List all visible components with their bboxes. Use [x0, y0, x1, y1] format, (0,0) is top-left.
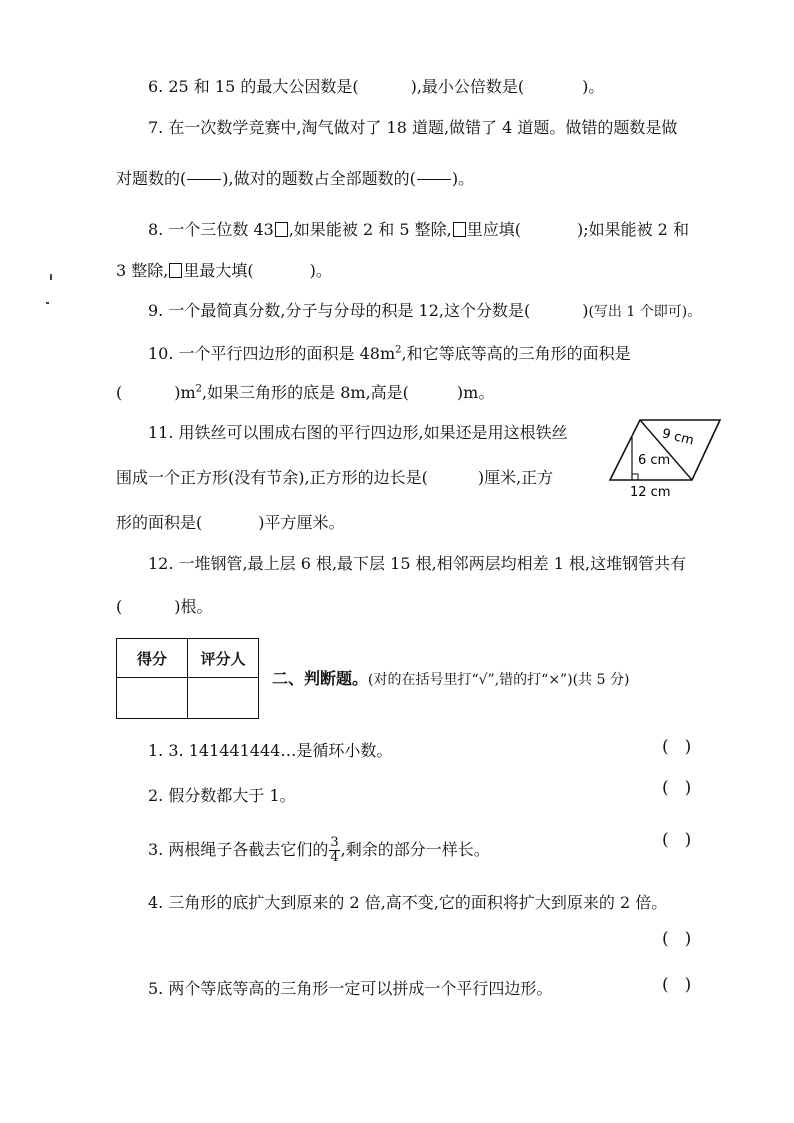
q9-text-b: ) — [582, 301, 589, 320]
q7-text-c: )。 — [451, 169, 475, 188]
q9-text-a: 9. 一个最简真分数,分子与分母的积是 12,这个分数是( — [148, 301, 531, 320]
question-11-line-1: 11. 用铁丝可以围成右图的平行四边形,如果还是用这根铁丝 — [148, 423, 568, 442]
q11-text-a: 围成一个正方形(没有节余),正方形的边长是( — [116, 468, 428, 487]
score-header: 得分 — [117, 639, 188, 678]
q11-text-c: 形的面积是( — [116, 513, 203, 532]
q8-text-e: 3 整除, — [116, 261, 169, 280]
q9-hint: (写出 1 个即可)。 — [588, 304, 702, 320]
question-12-line-2 — [116, 596, 213, 618]
section-2-heading: 二、判断题。 — [272, 669, 369, 688]
q12-text-b: )根。 — [174, 597, 213, 616]
q8-text-b: ,如果能被 2 和 5 整除, — [288, 220, 452, 239]
q8-text-d: );如果能被 2 和 — [576, 220, 689, 239]
question-7-line-2 — [116, 168, 474, 190]
judge-3-text-a: 3. 两根绳子各截去它们的 — [148, 840, 329, 859]
answer-paren-1[interactable]: () — [662, 737, 708, 757]
q12-text-a: ( — [116, 597, 123, 616]
judge-4: 4. 三角形的底扩大到原来的 2 倍,高不变,它的面积将扩大到原来的 2 倍。 — [148, 893, 668, 912]
blank-dash — [187, 179, 221, 180]
q11-text-b: )厘米,正方 — [477, 468, 554, 487]
q8-text-g: )。 — [309, 261, 332, 280]
q8-text-c: 里应填( — [466, 220, 521, 239]
judge-2: 2. 假分数都大于 1。 — [148, 786, 296, 805]
q8-text-f: 里最大填( — [183, 261, 254, 280]
question-8-line-1 — [148, 219, 689, 241]
right-angle-marker — [632, 474, 638, 480]
question-9 — [148, 300, 701, 323]
square-box-icon — [275, 222, 288, 237]
judge-3 — [148, 836, 490, 865]
question-10-line-2 — [116, 382, 494, 404]
grader-header: 评分人 — [188, 639, 259, 678]
square-box-icon — [169, 263, 182, 278]
q10-text-d: )m — [174, 383, 196, 402]
answer-paren-4[interactable]: () — [662, 929, 708, 949]
q8-text-a: 8. 一个三位数 43 — [148, 220, 274, 239]
question-6 — [148, 76, 604, 98]
blank-dash — [417, 179, 451, 180]
q10-text-c: ( — [116, 383, 123, 402]
question-8-line-2 — [116, 260, 332, 282]
section-2-title — [272, 668, 629, 691]
q10-sup: 2 — [395, 344, 402, 356]
q7-text-b: ),做对的题数占全部题数的( — [222, 169, 416, 188]
q10-sup-2: 2 — [195, 383, 203, 395]
q10-text-e: ,如果三角形的底是 8m,高是( — [202, 383, 409, 402]
label-base: 12 cm — [630, 485, 671, 500]
question-11-line-3 — [116, 512, 345, 534]
q6-text-c: )。 — [582, 77, 605, 96]
question-7-line-1: 7. 在一次数学竞赛中,淘气做对了 18 道题,做错了 4 道题。做错的题数是做 — [148, 118, 678, 137]
fraction-denominator: 4 — [330, 850, 339, 865]
margin-mark — [46, 302, 49, 304]
answer-paren-5[interactable]: () — [662, 975, 708, 995]
judge-1: 1. 3. 141441444…是循环小数。 — [148, 741, 393, 760]
question-11-line-2 — [116, 467, 553, 489]
judge-3-text-b: ,剩余的部分一样长。 — [340, 840, 490, 859]
score-cell[interactable] — [117, 678, 188, 719]
question-10-line-1 — [148, 343, 631, 365]
section-2-note: (对的在括号里打“√”,错的打“×”)(共 5 分) — [368, 672, 630, 688]
fraction-three-quarters — [329, 836, 339, 865]
q10-text-a: 10. 一个平行四边形的面积是 48m — [148, 344, 396, 363]
question-12-line-1: 12. 一堆钢管,最上层 6 根,最下层 15 根,相邻两层均相差 1 根,这堆钢管共有 — [148, 554, 687, 573]
score-table — [116, 638, 259, 719]
margin-mark — [50, 274, 52, 280]
fraction-numerator: 3 — [330, 835, 339, 850]
label-slant: 9 cm — [660, 426, 696, 449]
q11-text-d: )平方厘米。 — [258, 513, 345, 532]
q7-text-a: 对题数的( — [116, 169, 187, 188]
answer-paren-2[interactable]: () — [662, 778, 708, 798]
label-height: 6 cm — [638, 453, 671, 468]
parallelogram-figure — [598, 412, 728, 502]
answer-paren-3[interactable]: () — [662, 830, 708, 850]
q6-text-a: 6. 25 和 15 的最大公因数是( — [148, 77, 359, 96]
q6-text-b: ),最小公倍数是( — [410, 77, 525, 96]
square-box-icon — [453, 222, 466, 237]
q10-text-b: ,和它等底等高的三角形的面积是 — [401, 344, 631, 363]
q10-text-f: )m。 — [456, 383, 495, 402]
judge-5: 5. 两个等底等高的三角形一定可以拼成一个平行四边形。 — [148, 979, 553, 998]
grader-cell[interactable] — [188, 678, 259, 719]
